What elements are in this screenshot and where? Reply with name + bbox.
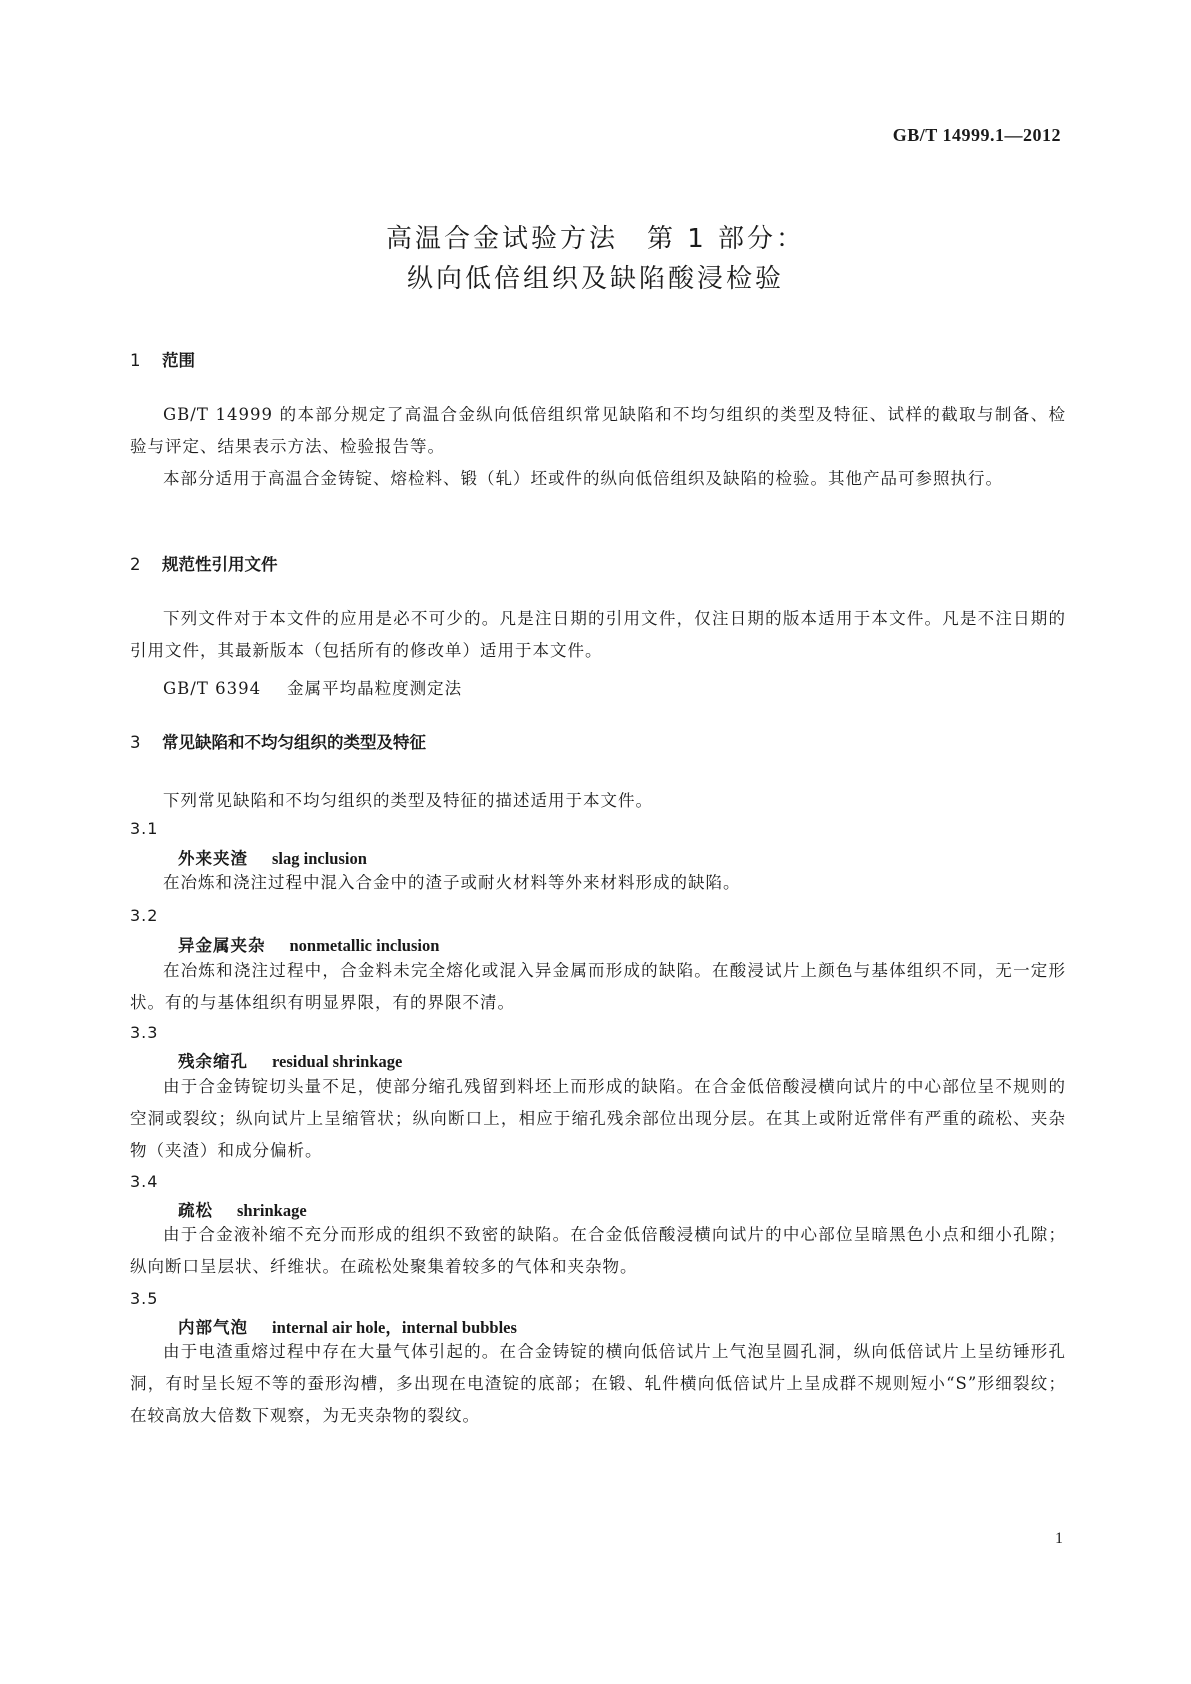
clause-number: 3.1 (130, 819, 159, 838)
definition: 在冶炼和浇注过程中，合金料未完全熔化或混入异金属而形成的缺陷。在酸浸试片上颜色与基体组织不同，无一定形状。有的与基体组织有明显界限，有的界限不清。 (130, 961, 1066, 1012)
document-title-line1: 高温合金试验方法 第 1 部分： (385, 224, 806, 254)
section-title: 规范性引用文件 (162, 555, 278, 574)
clause-number: 3.4 (130, 1172, 159, 1191)
definition: 由于电渣重熔过程中存在大量气体引起的。在合金铸锭的横向低倍试片上气泡呈圆孔洞，纵向低倍试片上呈纺锤形孔洞，有时呈长短不等的蚕形沟槽，多出现在电渣锭的底部；在锻、轧件横向低倍试片上呈成群不规则短小“S”形细裂纹；在较高放大倍数下观察，为无夹杂物的裂纹。 (130, 1342, 1066, 1425)
term (178, 1048, 402, 1072)
term (178, 1197, 307, 1221)
term (178, 1314, 517, 1338)
section-heading-3 (130, 729, 426, 753)
section-number: 2 (130, 555, 141, 574)
standard-number: GB/T 14999.1—2012 (892, 125, 1061, 145)
section-intro: 下列常见缺陷和不均匀组织的类型及特征的描述适用于本文件。 (163, 791, 653, 810)
section-number: 3 (130, 733, 141, 752)
section-title: 常见缺陷和不均匀组织的类型及特征 (162, 733, 426, 752)
clause-number: 3.3 (130, 1023, 159, 1042)
term (178, 845, 367, 869)
reference-code: GB/T 6394 (163, 679, 262, 698)
clause-number: 3.5 (130, 1289, 159, 1308)
term-en: shrinkage (237, 1201, 307, 1220)
term-en: nonmetallic inclusion (289, 936, 440, 955)
section-heading-2 (130, 551, 278, 575)
normative-reference (163, 675, 462, 699)
definition: 由于合金铸锭切头量不足，使部分缩孔残留到料坯上而形成的缺陷。在合金低倍酸浸横向试片的中心部位呈不规则的空洞或裂纹；纵向试片上呈缩管状；纵向断口上，相应于缩孔残余部位出现分层。在其上或附近常伴有严重的疏松、夹杂物（夹渣）和成分偏析。 (130, 1077, 1066, 1160)
section-heading-1 (130, 347, 195, 371)
paragraph: 下列文件对于本文件的应用是必不可少的。凡是注日期的引用文件，仅注日期的版本适用于本文件。凡是不注日期的引用文件，其最新版本（包括所有的修改单）适用于本文件。 (130, 609, 1066, 660)
term-zh: 异金属夹杂 (178, 936, 266, 955)
section-number: 1 (130, 351, 141, 370)
term-en: residual shrinkage (272, 1052, 403, 1071)
term-en: slag inclusion (272, 849, 367, 868)
page-number: 1 (1055, 1530, 1063, 1547)
definition: 由于合金液补缩不充分而形成的组织不致密的缺陷。在合金低倍酸浸横向试片的中心部位呈暗黑色小点和细小孔隙；纵向断口呈层状、纤维状。在疏松处聚集着较多的气体和夹杂物。 (130, 1225, 1066, 1276)
term-en: internal air hole，internal bubbles (272, 1318, 517, 1337)
definition: 在冶炼和浇注过程中混入合金中的渣子或耐火材料等外来材料形成的缺陷。 (163, 873, 741, 892)
term-zh: 内部气泡 (178, 1318, 248, 1337)
section-title: 范围 (162, 351, 195, 370)
term-zh: 疏松 (178, 1201, 213, 1220)
term-zh: 外来夹渣 (178, 849, 248, 868)
paragraph: 本部分适用于高温合金铸锭、熔检料、锻（轧）坯或件的纵向低倍组织及缺陷的检验。其他产品可参照执行。 (163, 469, 1003, 488)
term-zh: 残余缩孔 (178, 1052, 248, 1071)
reference-name: 金属平均晶粒度测定法 (287, 679, 463, 698)
document-title-line2: 纵向低倍组织及缺陷酸浸检验 (406, 264, 784, 294)
clause-number: 3.2 (130, 906, 159, 925)
paragraph: GB/T 14999 的本部分规定了高温合金纵向低倍组织常见缺陷和不均匀组织的类型及特征、试样的截取与制备、检验与评定、结果表示方法、检验报告等。 (130, 405, 1066, 456)
term (178, 932, 439, 956)
